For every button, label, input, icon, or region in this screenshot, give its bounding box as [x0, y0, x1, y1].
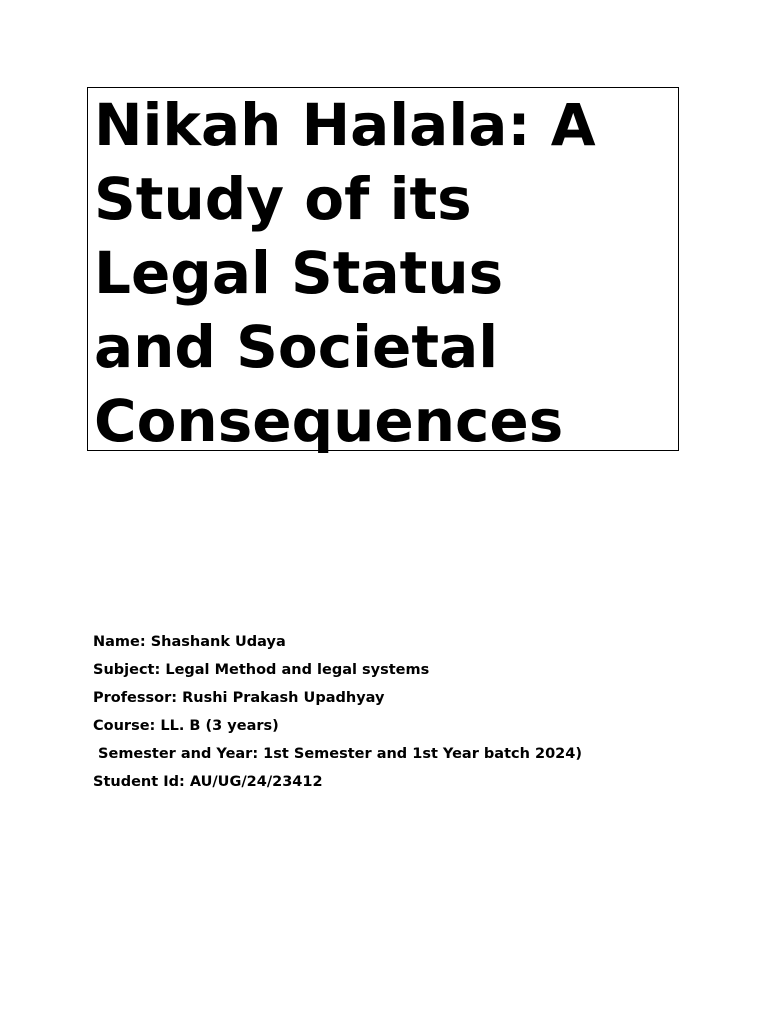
professor-line: Professor: Rushi Prakash Upadhyay — [93, 690, 385, 706]
semester-line: Semester and Year: 1st Semester and 1st Year batch 2024) — [93, 746, 582, 762]
title-line-5: Consequences — [94, 387, 564, 455]
title-line-4: and Societal — [94, 313, 499, 381]
course-line: Course: LL. B (3 years) — [93, 718, 279, 734]
student-name: Name: Shashank Udaya — [93, 634, 286, 650]
subject-line: Subject: Legal Method and legal systems — [93, 662, 430, 678]
title-line-1: Nikah Halala: A — [94, 91, 596, 159]
title-box — [87, 87, 679, 455]
student-id-line: Student Id: AU/UG/24/23412 — [93, 774, 323, 790]
title-line-2: Study of its — [94, 165, 472, 233]
title-line-3: Legal Status — [94, 239, 504, 307]
